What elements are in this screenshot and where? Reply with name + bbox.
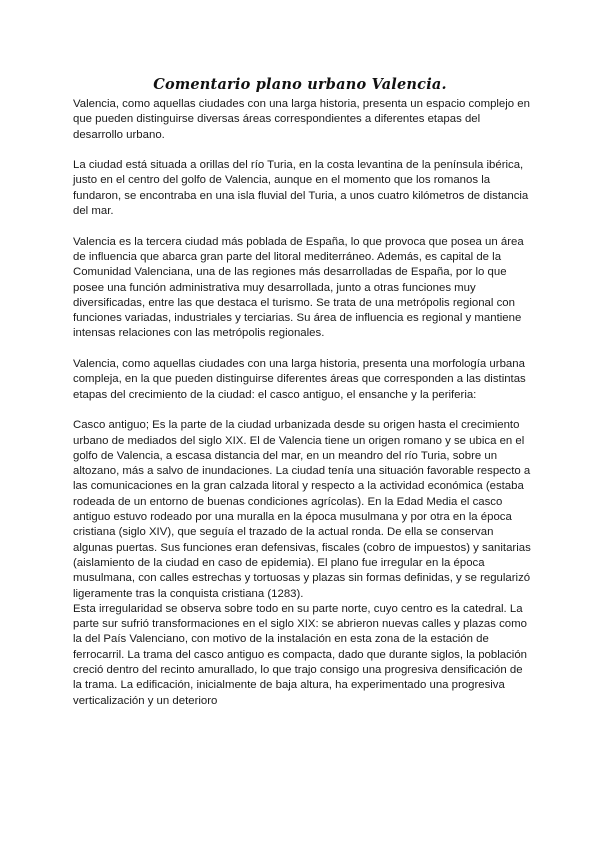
paragraph-irregularidad: Esta irregularidad se observa sobre todo en su parte norte, cuyo centro es la catedral. La parte sur sufrió transformaciones en el siglo XIX: se abrieron nuevas calles y plazas como la del País Valenciano, con motivo de la instalación en esta zona de la estación de ferrocarril. La trama del casco antiguo es compacta, dado que durante siglos, la población creció dentro del recinto amurallado, lo que trajo consigo una progresiva densificación de la trama. La edificación, inicialmente de baja altura, ha experimentado una progresiva verticalización y un deterioro [73,602,527,707]
document-title: Comentario plano urbano Valencia. [153,76,447,93]
paragraph-location: La ciudad está situada a orillas del río Turia, en la costa levantina de la península ibérica, justo en el centro del golfo de Valencia, aunque en el momento que los romanos la fundaron, se encontraba en una isla fluvial del Turia, a unos cuatro kilómetros de distancia del mar. [73,159,529,218]
document-body [73,97,533,709]
paragraph-population: Valencia es la tercera ciudad más poblada de España, lo que provoca que posea un área de influencia que abarca gran parte del litoral mediterráneo. Además, es capital de la Comunidad Valenciana, una de las regiones más desarrolladas de España, por lo que posee una función administrativa muy desarrollada, junto a otras funciones muy diversificadas, entre las que destaca el turismo. Se trata de una metrópolis regional con funciones variadas, industriales y terciarias. Su área de influencia es regional y mantiene intensas relaciones con las metrópolis regionales. [73,235,524,340]
paragraph-casco-antiguo: Casco antiguo; Es la parte de la ciudad urbanizada desde su origen hasta el crecimiento urbano de mediados del siglo XIX. El de Valencia tiene un origen romano y se ubica en el golfo de Valencia, a escasa distancia del mar, en un meandro del río Turia, sobre un altozano, más a salvo de inundaciones. La ciudad tenía una situación favorable respecto a las comunicaciones en la gran calzada litoral y respecto a la actividad económica (estaba rodeada de un entorno de buenas condiciones agrícolas). En la Edad Media el casco antiguo estuvo rodeado por una muralla en la época musulmana y por otra en la época cristiana (siglo XIV), que seguía el trazado de la actual ronda. De ella se conservan algunas puertas. Sus funciones eran defensivas, fiscales (cobro de impuestos) y sanitarias (aislamiento de la ciudad en caso de epidemia). El plano fue irregular en la época musulmana, con calles estrechas y tortuosas y plazas sin formas definidas, y se regularizó ligeramente tras la conquista cristiana (1283). [73,419,531,600]
paragraph-morphology: Valencia, como aquellas ciudades con una larga historia, presenta una morfología urbana compleja, en la que pueden distinguirse diferentes áreas que corresponden a las distintas etapas del crecimiento de la ciudad: el casco antiguo, el ensanche y la periferia: [73,358,526,401]
paragraph-intro: Valencia, como aquellas ciudades con una larga historia, presenta un espacio complejo en que pueden distinguirse diversas áreas correspondientes a diferentes etapas del desarrollo urbano. [73,98,530,141]
